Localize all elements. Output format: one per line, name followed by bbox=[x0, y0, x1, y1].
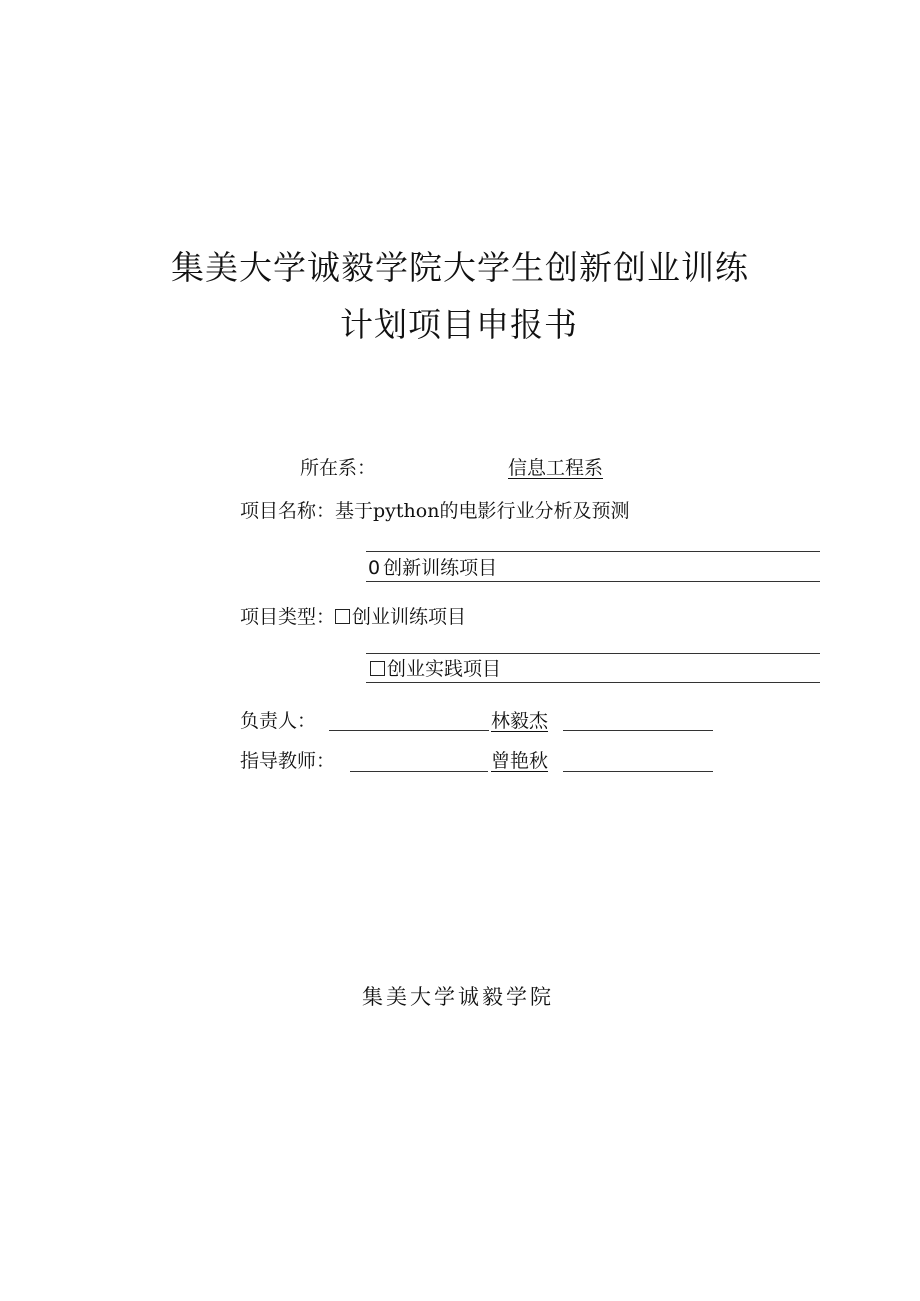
department-value: 信息工程系 bbox=[508, 457, 604, 479]
option-innovation-mark: 0 bbox=[368, 557, 381, 579]
option-divider-2 bbox=[366, 653, 820, 654]
option-entrepreneurship-training-label: 创业训练项目 bbox=[352, 606, 467, 628]
leader-value: 林毅杰 bbox=[491, 710, 549, 732]
project-type-row bbox=[240, 605, 466, 629]
leader-label: 负责人： bbox=[240, 710, 317, 732]
option-divider-3 bbox=[366, 682, 820, 683]
footer-institution: 集美大学诚毅学院 bbox=[362, 985, 554, 1009]
checkbox-entrepreneurship-training[interactable] bbox=[335, 609, 350, 624]
option-innovation bbox=[368, 556, 497, 580]
advisor-value: 曾艳秋 bbox=[491, 750, 549, 772]
leader-underline-left bbox=[329, 730, 489, 731]
title-line-1: 集美大学诚毅学院大学生创新创业训练 bbox=[171, 248, 749, 287]
checkbox-entrepreneurship-practice[interactable] bbox=[370, 661, 385, 676]
project-name-row bbox=[240, 499, 629, 523]
advisor-underline-left bbox=[350, 771, 488, 772]
option-entrepreneurship-practice-label: 创业实践项目 bbox=[387, 658, 502, 680]
advisor-underline-right bbox=[563, 771, 713, 772]
project-name-label: 项目名称： bbox=[240, 500, 336, 522]
option-divider-1 bbox=[366, 581, 820, 582]
department-label: 所在系： bbox=[300, 457, 377, 479]
option-divider-top bbox=[366, 551, 820, 552]
option-entrepreneurship-practice bbox=[370, 657, 501, 681]
advisor-label: 指导教师： bbox=[240, 750, 336, 772]
project-name-value: 基于python的电影行业分析及预测 bbox=[335, 500, 630, 522]
project-type-label: 项目类型： bbox=[240, 606, 336, 628]
option-innovation-label: 创新训练项目 bbox=[383, 557, 498, 579]
title-line-2: 计划项目申报书 bbox=[340, 305, 578, 344]
leader-underline-right bbox=[563, 730, 713, 731]
